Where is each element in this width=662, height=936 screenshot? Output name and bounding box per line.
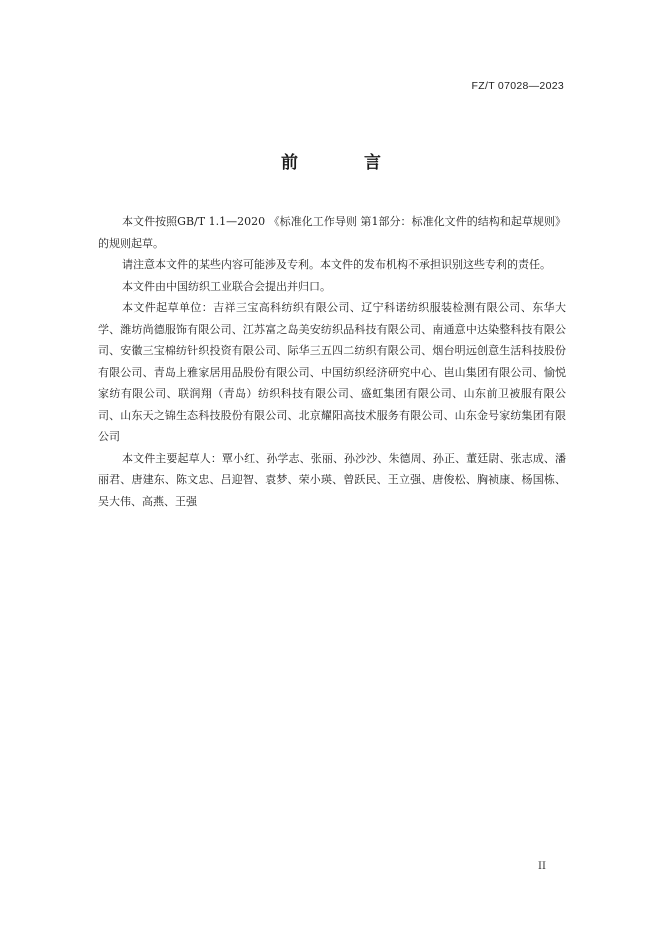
watermark <box>0 911 662 922</box>
page-number: II <box>538 861 546 872</box>
paragraph-drafters: 本文件主要起草人：覃小红、孙学志、张丽、孙沙沙、朱德周、孙正、董廷尉、张志成、潘丽君、唐建东、陈文忠、吕迎智、袁梦、荣小瑛、曾跃民、王立强、唐俊松、胸祯康、杨国栋、吴大伟、高燕、王强 <box>98 451 566 508</box>
page-title: 前 言 <box>281 153 411 173</box>
paragraph-drafting-rules: 本文件按照GB/T 1.1—2020 《标准化工作导则 第1部分：标准化文件的结构和起草规则》的规则起草。 <box>98 215 566 250</box>
paragraph-patent-notice: 请注意本文件的某些内容可能涉及专利。本文件的发布机构不承担识别这些专利的责任。 <box>122 258 551 271</box>
document-code: FZ/T 07028—2023 <box>471 80 564 92</box>
foreword-body <box>98 211 566 512</box>
paragraph-drafting-units: 本文件起草单位：吉祥三宝高科纺织有限公司、辽宁科诺纺织服装检测有限公司、东华大学、潍坊尚德服饰有限公司、江苏富之岛美安纺织品科技有限公司、南通意中达染整科技有限公司、安徽三宝棉纺针织投资有限公司、际华三五四二纺织有限公司、烟台明远创意生活科技股份有限公司、青岛上雅家居用品股份有限公司、中国纺织经济研究中心、岜山集团有限公司、愉悦家纺有限公司、联润翔（青岛）纺织科技有限公司、盛虹集团有限公司、山东前卫被服有限公司、山东天之锦生态科技股份有限公司、北京耀阳高技术服务有限公司、山东金号家纺集团有限公司 <box>98 301 566 443</box>
paragraph-proposer: 本文件由中国纺织工业联合会提出并归口。 <box>122 279 331 293</box>
